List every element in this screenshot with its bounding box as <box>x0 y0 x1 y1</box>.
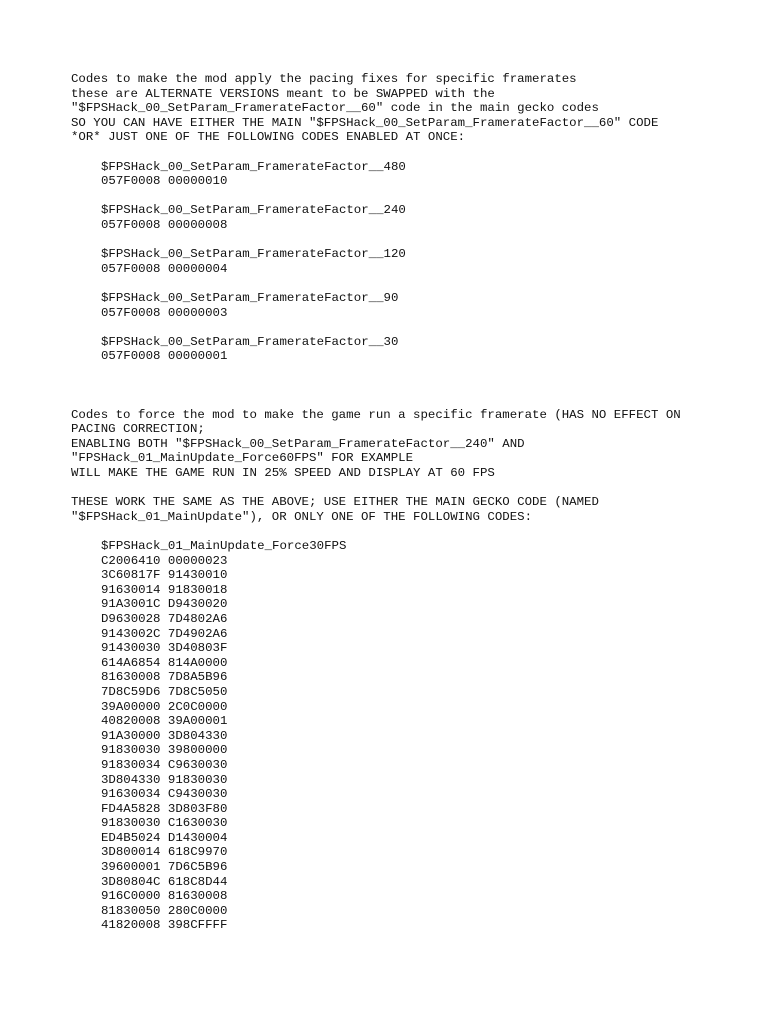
code-line: 3D80804C 618C8D44 <box>101 874 228 889</box>
section-force-framerate <box>71 408 761 933</box>
code-line: 3D804330 91830030 <box>101 772 228 787</box>
paragraph-line: these are ALTERNATE VERSIONS meant to be SWAPPED with the <box>71 86 495 101</box>
code-value: 057F0008 00000003 <box>101 305 228 320</box>
code-line: 91830030 39800000 <box>101 743 228 758</box>
code-line: 41820008 398CFFFF <box>101 918 228 933</box>
code-line: 81630008 7D8A5B96 <box>101 670 228 685</box>
paragraph-line: SO YOU CAN HAVE EITHER THE MAIN "$FPSHack_00_SetParam_FramerateFactor__60" CODE <box>71 115 659 130</box>
paragraph-line: ENABLING BOTH "$FPSHack_00_SetParam_FramerateFactor__240" AND <box>71 436 525 451</box>
code-line: FD4A5828 3D803F80 <box>101 801 228 816</box>
paragraph-line: "FPSHack_01_MainUpdate_Force60FPS" FOR EXAMPLE <box>71 451 414 466</box>
code-line: 91A3001C D9430020 <box>101 597 228 612</box>
code-block <box>71 203 761 232</box>
code-line: 7D8C59D6 7D8C5050 <box>101 684 228 699</box>
code-name: $FPSHack_00_SetParam_FramerateFactor__30 <box>101 334 399 349</box>
code-name: $FPSHack_00_SetParam_FramerateFactor__90 <box>101 290 399 305</box>
code-line: 9143002C 7D4902A6 <box>101 626 228 641</box>
code-line: 91830030 C1630030 <box>101 816 228 831</box>
code-line: C2006410 00000023 <box>101 553 228 568</box>
paragraph-line: PACING CORRECTION; <box>71 422 205 437</box>
document-page <box>71 72 761 933</box>
code-line: 91430030 3D40803F <box>101 641 228 656</box>
paragraph-line: WILL MAKE THE GAME RUN IN 25% SPEED AND DISPLAY AT 60 FPS <box>71 466 495 481</box>
code-block <box>71 160 761 189</box>
code-line: 3D800014 618C9970 <box>101 845 228 860</box>
section-pacing-fixes <box>71 72 761 364</box>
code-line: 3C60817F 91430010 <box>101 568 228 583</box>
code-line: 40820008 39A00001 <box>101 714 228 729</box>
code-line: 39A00000 2C0C0000 <box>101 699 228 714</box>
paragraph-line: *OR* JUST ONE OF THE FOLLOWING CODES ENABLED AT ONCE: <box>71 130 466 145</box>
paragraph-line: "$FPSHack_00_SetParam_FramerateFactor__60" code in the main gecko codes <box>71 101 599 116</box>
code-line: D9630028 7D4802A6 <box>101 611 228 626</box>
code-line: 81830050 280C0000 <box>101 903 228 918</box>
code-line: 91A30000 3D804330 <box>101 728 228 743</box>
paragraph-line: Codes to make the mod apply the pacing fixes for specific framerates <box>71 72 577 86</box>
code-line: 614A6854 814A0000 <box>101 655 228 670</box>
code-line: ED4B5024 D1430004 <box>101 830 228 845</box>
code-line: 91630014 91830018 <box>101 582 228 597</box>
paragraph-line: "$FPSHack_01_MainUpdate"), OR ONLY ONE OF THE FOLLOWING CODES: <box>71 509 533 524</box>
code-line: 91830034 C9630030 <box>101 757 228 772</box>
code-line: 91630034 C9430030 <box>101 787 228 802</box>
code-line: 916C0000 81630008 <box>101 889 228 904</box>
code-block <box>71 335 761 364</box>
paragraph-line: Codes to force the mod to make the game run a specific framerate (HAS NO EFFECT ON <box>71 407 681 422</box>
code-value: 057F0008 00000004 <box>101 261 228 276</box>
code-block <box>71 539 761 933</box>
paragraph-line: THESE WORK THE SAME AS THE ABOVE; USE EITHER THE MAIN GECKO CODE (NAMED <box>71 495 599 510</box>
code-lines <box>101 554 761 933</box>
code-block <box>71 291 761 320</box>
code-value: 057F0008 00000001 <box>101 349 228 364</box>
code-name: $FPSHack_01_MainUpdate_Force30FPS <box>101 539 347 554</box>
code-value: 057F0008 00000008 <box>101 217 228 232</box>
code-name: $FPSHack_00_SetParam_FramerateFactor__120 <box>101 247 406 262</box>
code-value: 057F0008 00000010 <box>101 174 228 189</box>
code-line: 39600001 7D6C5B96 <box>101 860 228 875</box>
code-name: $FPSHack_00_SetParam_FramerateFactor__480 <box>101 159 406 174</box>
code-block <box>71 247 761 276</box>
code-name: $FPSHack_00_SetParam_FramerateFactor__240 <box>101 203 406 218</box>
